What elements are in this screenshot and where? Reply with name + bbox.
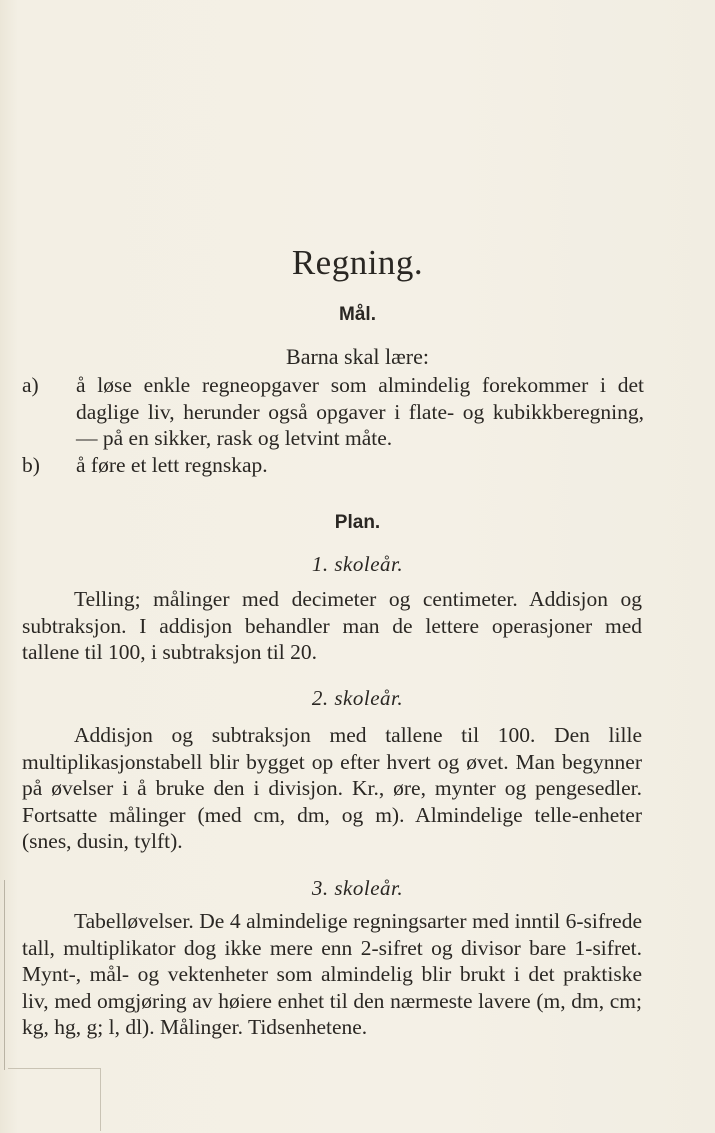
year-1-text: Telling; målinger med decimeter og centimeter. Addisjon og subtraksjon. I addisjon behandler man de lettere operasjoner med tallene til 100, i subtraksjon til 20. [22, 587, 642, 664]
binding-edge [4, 880, 5, 1070]
list-item-text: å løse enkle regneopgaver som almindelig forekommer i det daglige liv, herunder også opgaver i flate- og kubikkberegning, — på en sikker, rask og letvint måte. [76, 373, 644, 450]
year-3-text: Tabelløvelser. De 4 almindelige regningsarter med inntil 6-sifrede tall, multiplikator dog ikke mere enn 2-sifret og divisor bare 1-sifret. Mynt-, mål- og vektenheter som almindelig blir brukt i det praktiske liv, med omgjøring av høiere enhet til den nærmeste lavere (m, dm, cm; kg, hg, g; l, dl). Målinger. Tidsenhetene. [22, 909, 642, 1039]
list-marker: b) [22, 452, 40, 477]
goals-intro: Barna skal lære: [286, 344, 429, 369]
list-item-text: å føre et lett regnskap. [76, 452, 268, 477]
page-title: Regning. [291, 243, 424, 282]
goals-heading: Mål. [339, 304, 376, 325]
list-item [22, 452, 644, 479]
year-2-heading: 2. skoleår. [311, 686, 404, 710]
year-3-heading: 3. skoleår. [311, 876, 404, 900]
page-corner-mark [8, 1068, 101, 1131]
goals-list [22, 372, 644, 478]
plan-heading: Plan. [334, 512, 381, 533]
list-item [22, 372, 644, 452]
list-marker: a) [22, 373, 39, 397]
year-2-text: Addisjon og subtraksjon med tallene til 100. Den lille multiplikasjonstabell blir bygget op efter hvert og øvet. Man begynner på øvelser i å bruke den i divisjon. Kr., øre, mynter og pengesedler. Fortsatte målinger (med cm, dm, og m). Almindelige telle-enheter (snes, dusin, tylft). [22, 723, 642, 853]
year-1-heading: 1. skoleår. [311, 552, 404, 576]
